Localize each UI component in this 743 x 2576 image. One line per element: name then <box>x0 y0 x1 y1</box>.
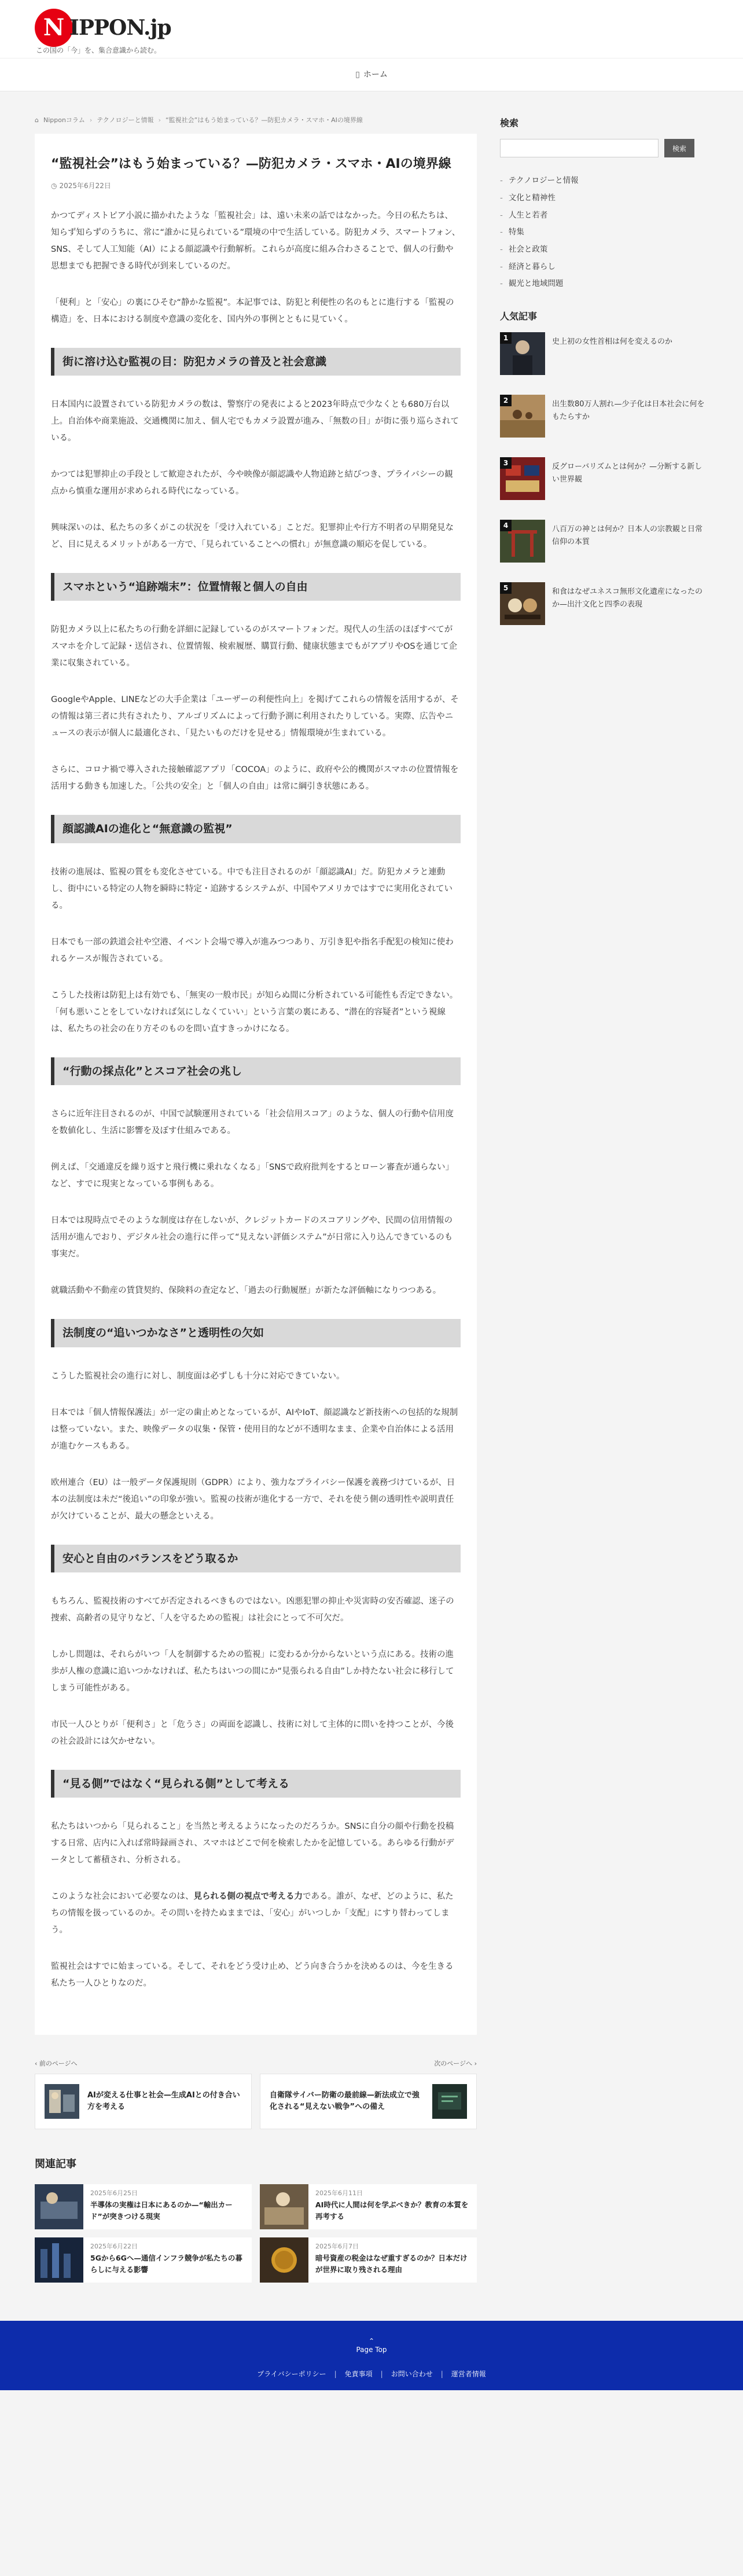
section-heading: 街に溶け込む監視の目：防犯カメラの普及と社会意識 <box>51 348 461 376</box>
article-paragraph: 市民一人ひとりが「便利さ」と「危うさ」の両面を認識し、技術に対して主体的に問いを持つことが、今後の社会設計には欠かせない。 <box>51 1720 454 1747</box>
next-label <box>260 2058 477 2070</box>
breadcrumb-separator: › <box>158 116 161 124</box>
category-item[interactable] <box>500 259 708 276</box>
article-paragraph: 興味深いのは、私たちの多くがこの状況を「受け入れている」ことだ。犯罪抑止や行方不明者の早期発見など、目に見えるメリットがある一方で、「見られていることへの慣れ」が無意識の順応を促している。 <box>51 523 454 550</box>
article-paragraph: かつては犯罪抑止の手段として歓迎されたが、今や映像が顔認識や人物追跡と結びつき、プライバシーの観点から慎重な運用が求められる時代になっている。 <box>51 470 453 497</box>
next-post-thumbnail <box>432 2084 467 2119</box>
category-item[interactable] <box>500 275 708 293</box>
related-date: 2025年6月22日 <box>90 2242 138 2250</box>
category-label: テクノロジーと情報 <box>508 176 579 186</box>
popular-title: 反グローバリズムとは何か？—分断する新しい世界観 <box>552 462 702 484</box>
popular-widget-title: 人気記事 <box>500 310 538 322</box>
category-item[interactable] <box>500 241 708 259</box>
related-thumbnail <box>260 2184 308 2229</box>
home-icon: ⌂ <box>35 116 39 124</box>
home-icon: ▯ <box>355 69 360 79</box>
prev-post-thumbnail <box>45 2084 79 2119</box>
breadcrumb-home[interactable]: Nipponコラム <box>43 116 85 124</box>
section-heading: 法制度の“追いつかなさ”と透明性の欠如 <box>51 1319 461 1347</box>
footer-separator: | <box>380 2369 383 2378</box>
article-paragraph: 日本では「個人情報保護法」が一定の歯止めとなっているが、AIやIoT、顔認識など新技術への包括的な規制は整っていない。また、映像データの収集・保管・使用目的などが不透明なまま、企業や自治体による活用が進むケースもある。 <box>51 1408 458 1451</box>
related-date: 2025年6月7日 <box>315 2242 359 2250</box>
article-paragraph: さらに近年注目されるのが、中国で試験運用されている「社会信用スコア」のような、個人の行動や信用度を数値化し、生活に影響を及ぼす仕組みである。 <box>51 1109 454 1136</box>
chevron-up-icon: ⌃ <box>368 2336 375 2345</box>
prev-post-link[interactable] <box>35 2074 252 2129</box>
chevron-right-icon: › <box>472 2060 477 2068</box>
related-post-card[interactable] <box>35 2237 252 2283</box>
next-post-link[interactable] <box>260 2074 477 2129</box>
category-item[interactable] <box>500 207 708 225</box>
related-post-card[interactable] <box>260 2184 477 2229</box>
footer-link-privacy[interactable]: プライバシーポリシー <box>257 2369 326 2378</box>
site-footer <box>0 2321 743 2390</box>
search-form <box>500 139 708 157</box>
popular-post[interactable] <box>500 457 708 500</box>
article-paragraph: 就職活動や不動産の賃貸契約、保険料の査定など、「過去の行動履歴」が新たな評価軸になりつつある。 <box>51 1286 442 1296</box>
footer-separator: | <box>334 2369 337 2378</box>
post-pager <box>35 2058 477 2129</box>
popular-post[interactable] <box>500 395 708 438</box>
emphasis-text: 見られる側の視点で考える力 <box>193 1892 303 1902</box>
main-column <box>35 115 477 2283</box>
article-paragraph: 監視社会はすでに始まっている。そして、それをどう受け止め、どう向き合うかを決めるのは、今を生きる私たち一人ひとりなのだ。 <box>51 1962 454 1989</box>
popular-post[interactable] <box>500 332 708 375</box>
site-tagline: この国の「今」を、集合意識から読む。 <box>36 46 161 54</box>
dash-icon: - <box>500 279 503 289</box>
page-top-link[interactable] <box>0 2337 743 2355</box>
dash-icon: - <box>500 193 503 203</box>
related-heading: 関連記事 <box>35 2158 76 2171</box>
text-run: このような社会において必要なのは、 <box>51 1892 194 1902</box>
related-title: 半導体の実権は日本にあるのか—“輸出カード”が突きつける現実 <box>90 2200 233 2221</box>
article-paragraph: 日本でも一部の鉄道会社や空港、イベント会場で導入が進みつつあり、万引き犯や指名手配犯の検知に使われるケースが報告されている。 <box>51 937 454 964</box>
post-date-text: 2025年6月22日 <box>59 181 111 190</box>
footer-link-contact[interactable]: お問い合わせ <box>391 2369 433 2378</box>
popular-title: 出生数80万人割れ—少子化は日本社会に何をもたらすか <box>552 400 705 422</box>
popular-thumbnail <box>500 457 545 500</box>
breadcrumb-category[interactable]: テクノロジーと情報 <box>97 116 154 124</box>
article-paragraph: 日本では現時点でそのような制度は存在しないが、クレジットカードのスコアリングや、民間の信用情報の活用が進んでおり、デジタル社会の進行に伴って“見えない評価システム”が日常に入り込んできているのも事実だ。 <box>51 1216 453 1259</box>
site-logo[interactable] <box>35 8 171 47</box>
sidebar <box>500 115 708 2283</box>
rank-badge: 5 <box>500 582 512 594</box>
dash-icon: - <box>500 244 503 254</box>
related-post-card[interactable] <box>35 2184 252 2229</box>
article-paragraph: かつてディストピア小説に描かれたような「監視社会」は、遠い未来の話ではなかった。今日の私たちは、知らず知らずのうちに、常に“誰かに見られている”環境の中で生活している。防犯カメラ、スマートフォン、SNS、そして人工知能（AI）による顔認識や行動解析。これらが高度に組み合わさることで、個人の行動や思想までも把握できる時代が到来しているのだ。 <box>51 211 461 271</box>
category-list <box>500 172 708 292</box>
section-heading: 顔認識AIの進化と“無意識の監視” <box>51 815 461 843</box>
breadcrumb-separator: › <box>89 116 93 124</box>
rank-badge: 2 <box>500 395 512 406</box>
search-button[interactable]: 検索 <box>664 139 694 157</box>
article-paragraph: こうした監視社会の進行に対し、制度面は必ずしも十分に対応できていない。 <box>51 1371 345 1381</box>
popular-title: 史上初の女性首相は何を変えるのか <box>552 337 673 347</box>
page-container <box>35 91 708 2283</box>
related-body <box>315 2184 477 2229</box>
article-paragraph: 私たちはいつから「見られること」を当然と考えるようになったのだろうか。SNSに自分の顔や行動を投稿する日常、店内に入れば常時録画され、スマホはどこで何を検索したかを記憶している。あらゆる行動がデータとして蓄積され、分析される。 <box>51 1822 454 1865</box>
next-post <box>260 2058 477 2129</box>
popular-thumbnail <box>500 395 545 438</box>
category-label: 社会と政策 <box>508 244 548 254</box>
article-paragraph <box>51 1888 461 1939</box>
related-title: 暗号資産の税金はなぜ重すぎるのか？日本だけが世界に取り残される理由 <box>315 2254 468 2274</box>
related-title: 5Gから6Gへ—通信インフラ競争が私たちの暮らしに与える影響 <box>90 2254 242 2274</box>
page-top-label: Page Top <box>356 2346 387 2354</box>
popular-title: 和食はなぜユネスコ無形文化遺産になったのか—出汁文化と四季の表現 <box>552 587 703 609</box>
breadcrumb <box>35 115 477 127</box>
article-paragraph: 例えば、「交通違反を繰り返すと飛行機に乗れなくなる」「SNSで政府批判をするとローン審査が通らない」など、すでに現実となっている事例もある。 <box>51 1163 454 1189</box>
next-post-title: 自衛隊サイバー防衛の最前線—新法成立で強化される“見えない戦争”への備え <box>270 2090 420 2112</box>
article-paragraph: 防犯カメラ以上に私たちの行動を詳細に記録しているのがスマートフォンだ。現代人の生活のほぼすべてがスマホを介して記録・送信され、位置情報、検索履歴、購買行動、健康状態までもがアプリやOSを通じて企業に収集されている。 <box>51 625 458 668</box>
related-date: 2025年6月25日 <box>90 2189 138 2197</box>
article-paragraph: もちろん、監視技術のすべてが否定されるべきものではない。凶悪犯罪の抑止や災害時の安否確認、迷子の捜索、高齢者の見守りなど、「人を守るための監視」は社会にとって不可欠だ。 <box>51 1597 454 1623</box>
search-widget-title: 検索 <box>500 117 519 128</box>
rank-badge: 3 <box>500 457 512 469</box>
dash-icon: - <box>500 262 503 271</box>
rank-badge: 4 <box>500 520 512 531</box>
prev-post-title: AIが変える仕事と社会—生成AIとの付き合い方を考える <box>87 2090 240 2112</box>
article-paragraph: 「便利」と「安心」の裏にひそむ“静かな監視”。本記事では、防犯と利便性の名のもとに進行する「監視の構造」を、日本における制度や意識の変化を、国内外の事例とともに見ていく。 <box>51 297 454 324</box>
article-paragraph: さらに、コロナ禍で導入された接触確認アプリ「COCOA」のように、政府や公的機関がスマホの位置情報を活用する動きも加速した。「公共の安全」と「個人の自由」は常に綱引き状態にある。 <box>51 765 459 792</box>
related-body <box>90 2237 252 2283</box>
related-title: AI時代に人間は何を学ぶべきか？教育の本質を再考する <box>315 2200 469 2221</box>
related-body <box>315 2237 477 2283</box>
search-input[interactable] <box>500 139 659 157</box>
article-paragraph: こうした技術は防犯上は有効でも、「無実の一般市民」が知らぬ間に分析されている可能性も否定できない。「何も悪いことをしていなければ気にしなくていい」という言葉の裏にある、“潜在的容疑者”という視線は、私たちの社会の在り方そのものを問い直すきっかけになる。 <box>51 990 458 1034</box>
breadcrumb-current: “監視社会”はもう始まっている？—防犯カメラ・スマホ・AIの境界線 <box>165 116 363 124</box>
nav-home-link[interactable] <box>355 67 388 83</box>
related-date: 2025年6月11日 <box>315 2189 363 2197</box>
category-label: 経済と暮らし <box>508 262 556 271</box>
popular-thumbnail <box>500 332 545 375</box>
popular-post[interactable] <box>500 520 708 563</box>
category-label: 観光と地域問題 <box>508 279 564 289</box>
popular-thumbnail <box>500 582 545 625</box>
logo-mark: N <box>35 9 73 47</box>
global-nav <box>0 58 743 91</box>
clock-icon: ◷ <box>51 181 57 190</box>
dash-icon: - <box>500 176 503 186</box>
nav-home-label: ホーム <box>363 69 388 79</box>
related-body <box>90 2184 252 2229</box>
category-item[interactable] <box>500 190 708 207</box>
chevron-left-icon: ‹ <box>35 2060 39 2068</box>
dash-icon: - <box>500 210 503 220</box>
footer-link-disclaimer[interactable]: 免責事項 <box>344 2369 373 2378</box>
rank-badge: 1 <box>500 332 512 344</box>
text-run: である。誰が、なぜ、どのように、私たちの情報を扱っているのか。その問いを持たぬままでは、「安心」がいつしか「支配」にすり替わってしまう。 <box>51 1892 454 1935</box>
dash-icon: - <box>500 227 503 237</box>
next-label-text: 次のページへ <box>434 2060 473 2068</box>
category-item[interactable] <box>500 172 708 190</box>
footer-separator: | <box>440 2369 443 2378</box>
article <box>35 134 477 2035</box>
article-title: “監視社会”はもう始まっている？—防犯カメラ・スマホ・AIの境界線 <box>51 156 451 171</box>
article-paragraph: 技術の進展は、監視の質をも変化させている。中でも注目されるのが「顔認識AI」だ。防犯カメラと連動し、街中にいる特定の人物を瞬時に特定・追跡するシステムが、中国やアメリカではすでに実用化されている。 <box>51 867 453 910</box>
category-item[interactable] <box>500 224 708 241</box>
article-paragraph: GoogleやApple、LINEなどの大手企業は「ユーザーの利便性向上」を掲げてこれらの情報を活用するが、その情報は第三者に共有されたり、アルゴリズムによって行動予測に利用されたりしている。実際、広告やニュースの表示が個人に最適化され、「見たいものだけを見せる」情報環境が生まれている。 <box>51 695 459 738</box>
category-label: 人生と若者 <box>508 210 548 220</box>
section-heading: スマホという“追跡端末”：位置情報と個人の自由 <box>51 573 461 601</box>
footer-link-operator[interactable]: 運営者情報 <box>451 2369 486 2378</box>
related-thumbnail <box>260 2237 308 2283</box>
category-label: 文化と精神性 <box>508 193 556 203</box>
section-heading: “行動の採点化”とスコア社会の兆し <box>51 1057 461 1085</box>
related-post-card[interactable] <box>260 2237 477 2283</box>
popular-post[interactable] <box>500 582 708 625</box>
section-heading: “見る側”ではなく“見られる側”として考える <box>51 1770 461 1798</box>
post-date <box>51 179 461 193</box>
category-label: 特集 <box>508 227 524 237</box>
popular-title: 八百万の神とは何か？日本人の宗教観と日常信仰の本質 <box>552 525 703 547</box>
article-paragraph: 日本国内に設置されている防犯カメラの数は、警察庁の発表によると2023年時点で少なくとも680万台以上。自治体や商業施設、交通機関に加え、個人宅でもカメラ設置が進み、「無数の目」が街に張り巡らされている。 <box>51 400 459 443</box>
article-paragraph: しかし問題は、それらがいつ「人を制御するための監視」に変わるか分からないという点にある。技術の進歩が人権の意識に追いつかなければ、私たちはいつの間にか“見張られる自由”しか持たない社会に移行してしまう可能性がある。 <box>51 1650 454 1693</box>
site-header <box>0 0 743 58</box>
article-paragraph: 欧州連合（EU）は一般データ保護規則（GDPR）により、強力なプライバシー保護を義務づけているが、日本の法制度は未だ“後追い”の印象が強い。監視の技術が進化する一方で、それを使う側の透明性や説明責任が欠けていることが、最大の懸念といえる。 <box>51 1478 455 1521</box>
related-thumbnail <box>35 2184 83 2229</box>
prev-label-text: 前のページへ <box>39 2060 78 2068</box>
prev-label <box>35 2058 252 2070</box>
prev-post <box>35 2058 252 2129</box>
footer-links <box>0 2368 743 2381</box>
related-posts <box>35 2184 477 2283</box>
related-thumbnail <box>35 2237 83 2283</box>
popular-thumbnail <box>500 520 545 563</box>
section-heading: 安心と自由のバランスをどう取るか <box>51 1545 461 1572</box>
logo-text: IPPON.jp <box>69 16 171 40</box>
